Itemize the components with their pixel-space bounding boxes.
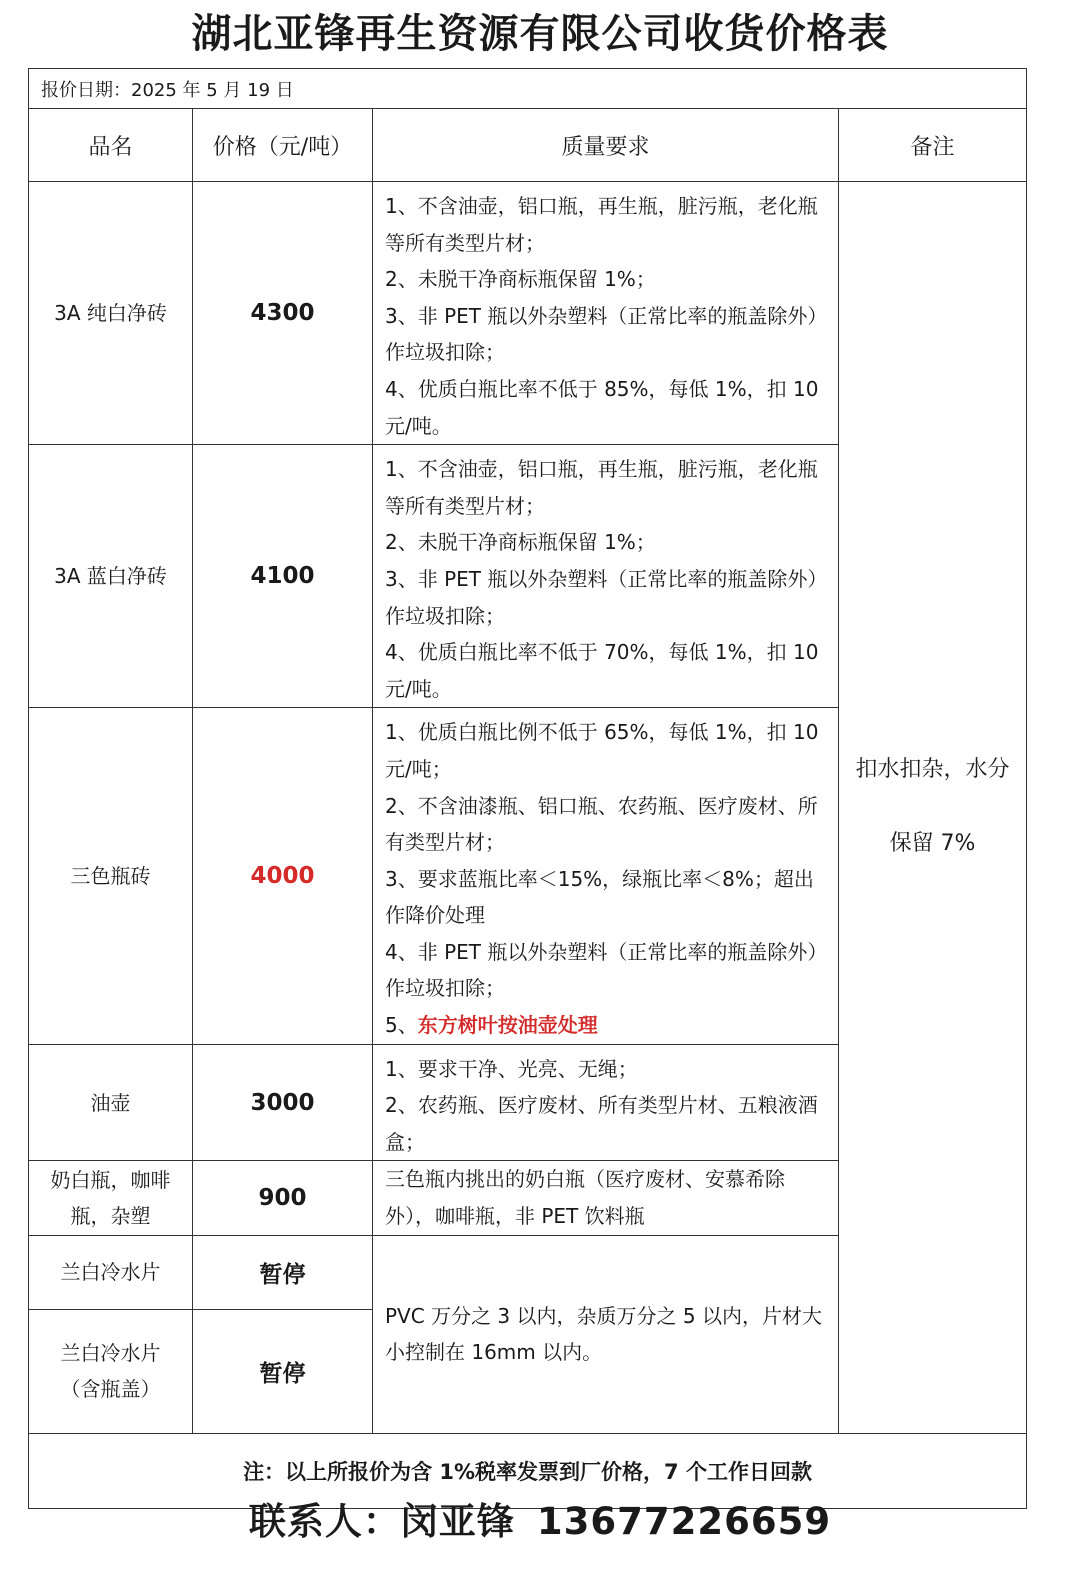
quality-line: 4、优质白瓶比率不低于 85%，每低 1%，扣 10 元/吨。 <box>385 376 819 438</box>
contact-info <box>0 1496 1080 1548</box>
price-table-sheet <box>28 68 1026 1484</box>
product-price: 4300 <box>193 182 373 445</box>
quality-requirements <box>373 445 839 708</box>
header-quality: 质量要求 <box>373 109 839 182</box>
quality-line: PVC 万分之 3 以内，杂质万分之 5 以内，片材大小控制在 16mm 以内。 <box>385 1303 822 1365</box>
product-name: 3A 纯白净砖 <box>29 182 193 445</box>
product-price: 3000 <box>193 1044 373 1161</box>
quality-line: 3、非 PET 瓶以外杂塑料（正常比率的瓶盖除外）作垃圾扣除； <box>385 566 818 628</box>
product-name: 兰白冷水片（含瓶盖） <box>29 1309 193 1433</box>
header-price: 价格（元/吨） <box>193 109 373 182</box>
product-price: 暂停 <box>193 1309 373 1433</box>
quality-line: 2、未脱干净商标瓶保留 1%； <box>385 530 656 555</box>
quality-line <box>385 1007 826 1044</box>
quality-line: 2、不含油漆瓶、铝口瓶、农药瓶、医疗废材、所有类型片材； <box>385 793 818 855</box>
quality-line: 2、未脱干净商标瓶保留 1%； <box>385 267 656 292</box>
quality-requirements <box>373 1161 839 1235</box>
header-name: 品名 <box>29 109 193 182</box>
quality-requirements <box>373 708 839 1044</box>
price-table <box>28 68 1027 1509</box>
quality-line: 1、要求干净、光亮、无绳； <box>385 1056 638 1081</box>
contact-label: 联系人：闵亚锋 <box>248 1500 515 1543</box>
shared-quality-requirements <box>373 1235 839 1433</box>
product-name: 三色瓶砖 <box>29 708 193 1044</box>
remark-cell <box>839 182 1027 1434</box>
quality-line: 4、优质白瓶比率不低于 70%，每低 1%，扣 10 元/吨。 <box>385 640 819 701</box>
quality-line: 3、要求蓝瓶比率＜15%，绿瓶比率＜8%；超出作降价处理 <box>385 866 814 928</box>
product-price: 900 <box>193 1161 373 1235</box>
product-name: 油壶 <box>29 1044 193 1161</box>
product-price: 4100 <box>193 445 373 708</box>
quality-requirements <box>373 182 839 445</box>
product-price: 暂停 <box>193 1235 373 1309</box>
header-remark: 备注 <box>839 109 1027 182</box>
quality-line: 1、优质白瓶比例不低于 65%，每低 1%，扣 10 元/吨； <box>385 720 819 781</box>
contact-phone: 13677226659 <box>536 1500 832 1543</box>
page-title: 湖北亚锋再生资源有限公司收货价格表 <box>191 11 889 57</box>
quality-line: 三色瓶内挑出的奶白瓶（医疗废材、安慕希除外），咖啡瓶，非 PET 饮料瓶 <box>385 1167 785 1229</box>
quality-requirements <box>373 1044 839 1161</box>
quality-line: 1、不含油壶，铝口瓶，再生瓶，脏污瓶，老化瓶等所有类型片材； <box>385 457 818 518</box>
quality-highlight: 东方树叶按油壶处理 <box>417 1013 598 1038</box>
quote-date: 报价日期：2025 年 5 月 19 日 <box>29 69 1027 109</box>
remark-line-1: 扣水扣杂，水分 <box>855 757 1010 783</box>
quality-line: 2、农药瓶、医疗废材、所有类型片材、五粮液酒盒； <box>385 1093 818 1154</box>
product-name: 兰白冷水片 <box>29 1235 193 1309</box>
quality-line: 3、非 PET 瓶以外杂塑料（正常比率的瓶盖除外）作垃圾扣除； <box>385 303 818 365</box>
quality-line: 1、不含油壶，铝口瓶，再生瓶，脏污瓶，老化瓶等所有类型片材； <box>385 194 818 255</box>
quality-line: 4、非 PET 瓶以外杂塑料（正常比率的瓶盖除外）作垃圾扣除； <box>385 939 818 1001</box>
product-name: 3A 蓝白净砖 <box>29 445 193 708</box>
product-price: 4000 <box>193 708 373 1044</box>
footer-note: 注：以上所报价为含 1%税率发票到厂价格，7 个工作日回款 <box>29 1433 1027 1508</box>
quality-line-prefix: 5、 <box>385 1013 418 1038</box>
table-row <box>29 182 1027 445</box>
product-name: 奶白瓶，咖啡瓶，杂塑 <box>29 1161 193 1235</box>
remark-line-2: 保留 7% <box>889 831 976 857</box>
